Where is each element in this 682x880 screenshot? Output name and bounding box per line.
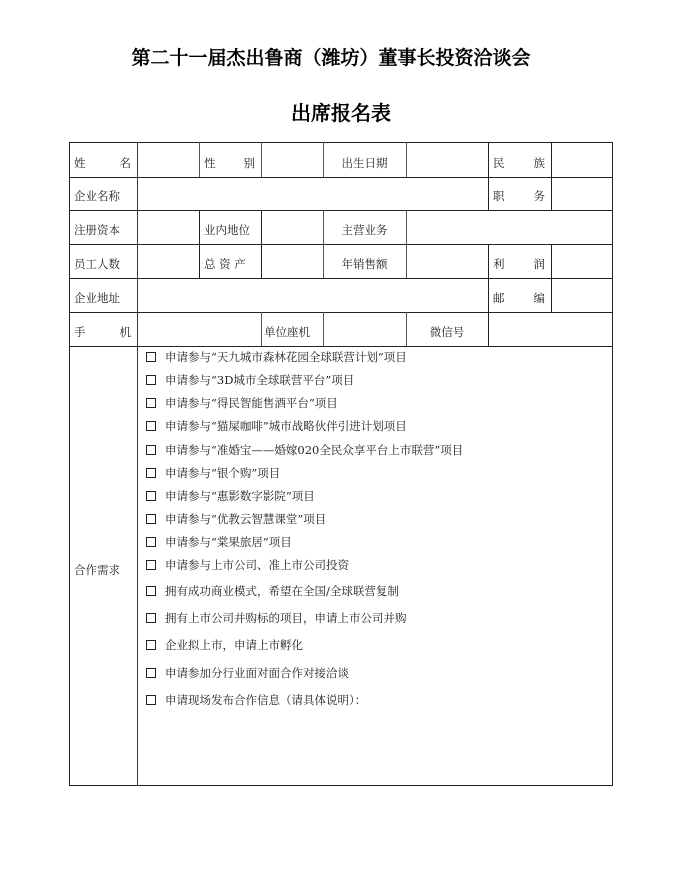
registered-capital-field[interactable] <box>138 211 199 244</box>
option-label: 申请参与“得民智能售酒平台”项目 <box>165 396 338 410</box>
position-field[interactable] <box>552 178 612 210</box>
option-label: 申请参与“银个购”项目 <box>165 466 281 480</box>
label-text: 企业地址 <box>74 291 120 305</box>
label-name <box>69 142 137 177</box>
event-title: 第二十一届杰出鲁商（潍坊）董事长投资洽谈会 <box>131 47 531 69</box>
label-birth-date <box>323 142 406 177</box>
employees-field[interactable] <box>138 245 199 278</box>
checkbox-icon[interactable] <box>146 352 156 362</box>
label-text: 润 <box>533 257 545 271</box>
label-text: 单位座机 <box>264 325 310 339</box>
checkbox-icon[interactable] <box>146 514 156 524</box>
row-divider <box>69 346 613 347</box>
wechat-field[interactable] <box>489 313 612 346</box>
checkbox-icon[interactable] <box>146 375 156 385</box>
checkbox-icon[interactable] <box>146 491 156 501</box>
label-text: 族 <box>533 156 545 170</box>
label-main-business <box>323 210 406 244</box>
option-item[interactable] <box>146 557 349 573</box>
option-item[interactable] <box>146 395 338 411</box>
option-item[interactable] <box>146 637 303 653</box>
table-border-right <box>612 142 613 786</box>
label-text: 编 <box>533 291 545 305</box>
label-text: 主营业务 <box>341 223 388 237</box>
option-item[interactable] <box>146 583 399 599</box>
annual-sales-field[interactable] <box>407 245 488 278</box>
option-item[interactable] <box>146 610 407 626</box>
checkbox-icon[interactable] <box>146 445 156 455</box>
checkbox-icon[interactable] <box>146 640 156 650</box>
label-text: 务 <box>533 189 545 203</box>
option-item[interactable] <box>146 692 366 708</box>
label-gender <box>199 142 261 177</box>
option-item[interactable] <box>146 418 407 434</box>
checkbox-icon[interactable] <box>146 560 156 570</box>
company-address-field[interactable] <box>138 279 488 312</box>
gender-field[interactable] <box>262 143 323 177</box>
zip-code-field[interactable] <box>552 279 612 312</box>
option-label: 申请现场发布合作信息（请具体说明）： <box>165 693 367 707</box>
label-text: 姓 <box>74 156 86 170</box>
office-phone-field[interactable] <box>324 313 406 346</box>
label-employees <box>69 244 137 278</box>
label-text: 总 资 产 <box>204 257 246 271</box>
label-position <box>488 177 551 210</box>
total-assets-field[interactable] <box>262 245 323 278</box>
label-industry-rank <box>199 210 261 244</box>
label-cooperation-needs <box>69 346 137 785</box>
profit-field[interactable] <box>552 245 612 278</box>
birth-date-field[interactable] <box>407 143 488 177</box>
label-total-assets <box>199 244 261 278</box>
option-label: 拥有上市公司并购标的项目，申请上市公司并购 <box>165 611 407 625</box>
option-label: 申请参与上市公司、准上市公司投资 <box>165 558 349 572</box>
label-text: 业内地位 <box>204 223 250 237</box>
checkbox-icon[interactable] <box>146 586 156 596</box>
option-label: 企业拟上市，申请上市孵化 <box>165 638 303 652</box>
label-text: 企业名称 <box>74 189 120 203</box>
option-label: 申请参加分行业面对面合作对接洽谈 <box>165 666 349 680</box>
label-text: 合作需求 <box>74 562 120 577</box>
option-item[interactable] <box>146 534 292 550</box>
option-item[interactable] <box>146 465 280 481</box>
label-office-phone <box>261 312 323 346</box>
checkbox-icon[interactable] <box>146 398 156 408</box>
label-company-name <box>69 177 137 210</box>
label-profit <box>488 244 551 278</box>
label-text: 微信号 <box>429 325 465 339</box>
label-text: 员工人数 <box>74 257 120 271</box>
option-item[interactable] <box>146 442 463 458</box>
option-item[interactable] <box>146 372 354 388</box>
option-label: 拥有成功商业模式，希望在全国/全球联营复制 <box>165 584 399 598</box>
ethnicity-field[interactable] <box>552 143 612 177</box>
table-border-bottom <box>69 785 613 786</box>
label-text: 性 <box>204 156 216 170</box>
option-label: 申请参与“猫屎咖啡”城市战略伙伴引进计划项目 <box>165 419 407 433</box>
checkbox-icon[interactable] <box>146 468 156 478</box>
option-label: 申请参与“3D城市全球联营平台”项目 <box>165 373 355 387</box>
option-label: 申请参与“棠果旅居”项目 <box>165 535 292 549</box>
option-item[interactable] <box>146 665 349 681</box>
company-name-field[interactable] <box>138 178 488 210</box>
option-label: 申请参与“天九城市森林花园全球联营计划”项目 <box>165 350 407 364</box>
checkbox-icon[interactable] <box>146 668 156 678</box>
checkbox-icon[interactable] <box>146 695 156 705</box>
mobile-field[interactable] <box>138 313 261 346</box>
option-label: 申请参与“优教云智慧课堂”项目 <box>165 512 327 526</box>
label-text: 机 <box>119 325 131 339</box>
checkbox-icon[interactable] <box>146 613 156 623</box>
label-text: 别 <box>243 156 255 170</box>
label-wechat <box>406 312 488 346</box>
checkbox-icon[interactable] <box>146 421 156 431</box>
label-ethnicity <box>488 142 551 177</box>
form-title: 出席报名表 <box>291 101 391 125</box>
option-label: 申请参与“惠影数字影院”项目 <box>165 489 315 503</box>
label-annual-sales <box>323 244 406 278</box>
label-company-address <box>69 278 137 312</box>
option-item[interactable] <box>146 511 326 527</box>
label-text: 邮 <box>493 291 505 305</box>
industry-rank-field[interactable] <box>262 211 323 244</box>
label-registered-capital <box>69 210 137 244</box>
option-item[interactable] <box>146 349 407 365</box>
label-text: 民 <box>493 156 505 170</box>
label-text: 名 <box>119 156 131 170</box>
label-text: 利 <box>493 257 505 271</box>
main-business-field[interactable] <box>407 211 612 244</box>
label-text: 手 <box>74 325 86 339</box>
label-text: 出生日期 <box>341 156 388 170</box>
option-label: 申请参与“准婚宝——婚嫁020全民众享平台上市联营”项目 <box>165 443 464 457</box>
checkbox-icon[interactable] <box>146 537 156 547</box>
label-text: 注册资本 <box>74 223 120 237</box>
label-text: 职 <box>493 189 505 203</box>
label-text: 年销售额 <box>341 257 388 271</box>
label-zip-code <box>488 278 551 312</box>
name-field[interactable] <box>138 143 199 177</box>
label-mobile <box>69 312 137 346</box>
option-item[interactable] <box>146 488 315 504</box>
